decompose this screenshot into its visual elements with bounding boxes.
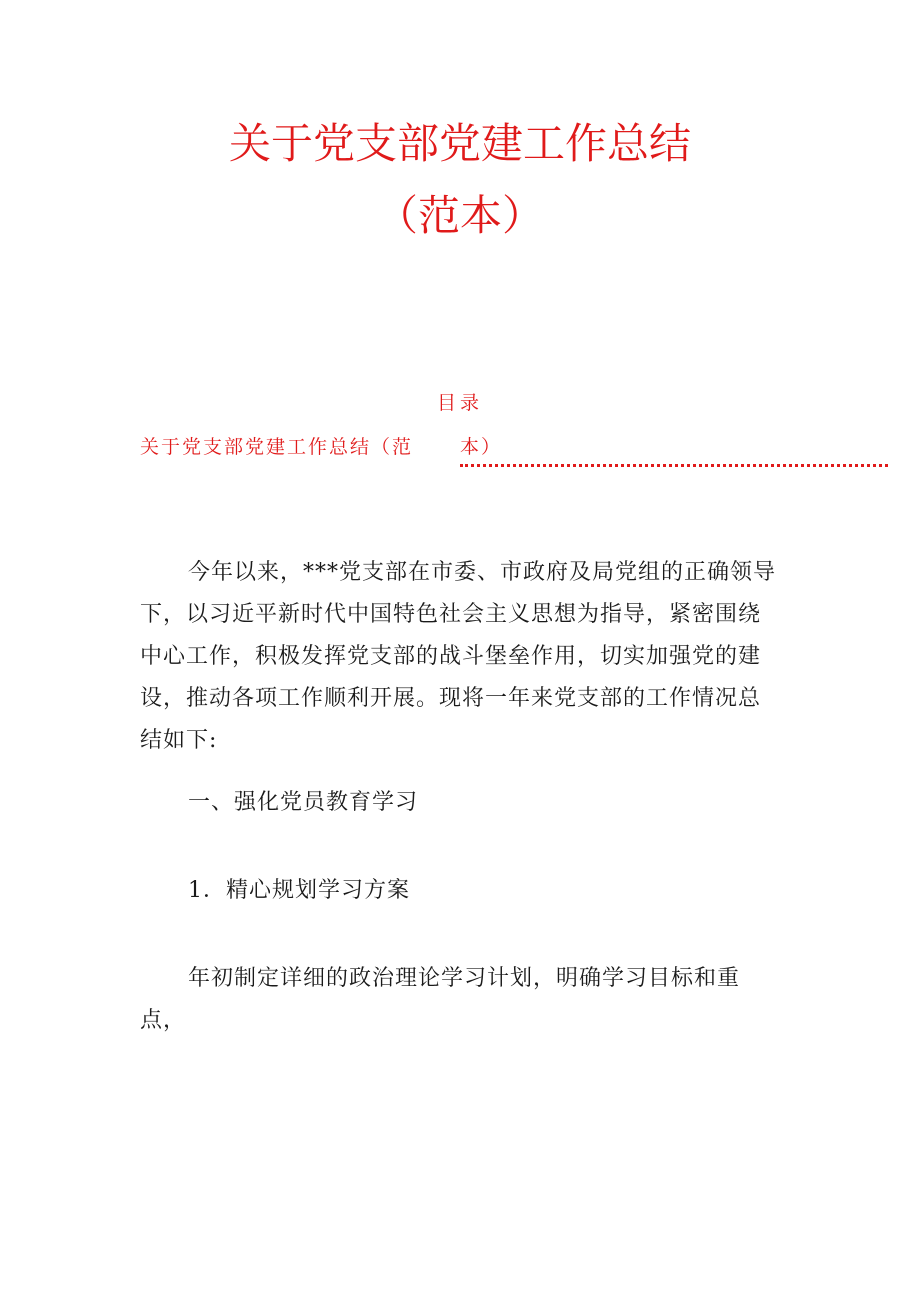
body-paragraph: 年初制定详细的政治理论学习计划，明确学习目标和重点， [140,966,741,1033]
toc-entry-text-start: 关于党支部党建工作总结（范 [140,436,414,458]
toc-entry-text-end: 本） [460,436,503,458]
toc-entry[interactable] [140,434,750,474]
section-heading: 一、强化党员教育学习 [188,790,419,815]
document-subtitle: （范本） [375,191,544,240]
document-title: 关于党支部党建工作总结 [228,119,691,168]
toc-dot-leader [460,464,888,467]
subsection-heading: 1．精心规划学习方案 [188,878,410,903]
toc-heading: 目录 [436,392,483,414]
intro-paragraph: 今年以来，***党支部在市委、市政府及局党组的正确领导下，以习近平新时代中国特色社会主义思想为指导，紧密围绕中心工作，积极发挥党支部的战斗堡垒作用，切实加强党的建设，推动各项工作顺利开展。现将一年来党支部的工作情况总结如下: [140,560,777,753]
